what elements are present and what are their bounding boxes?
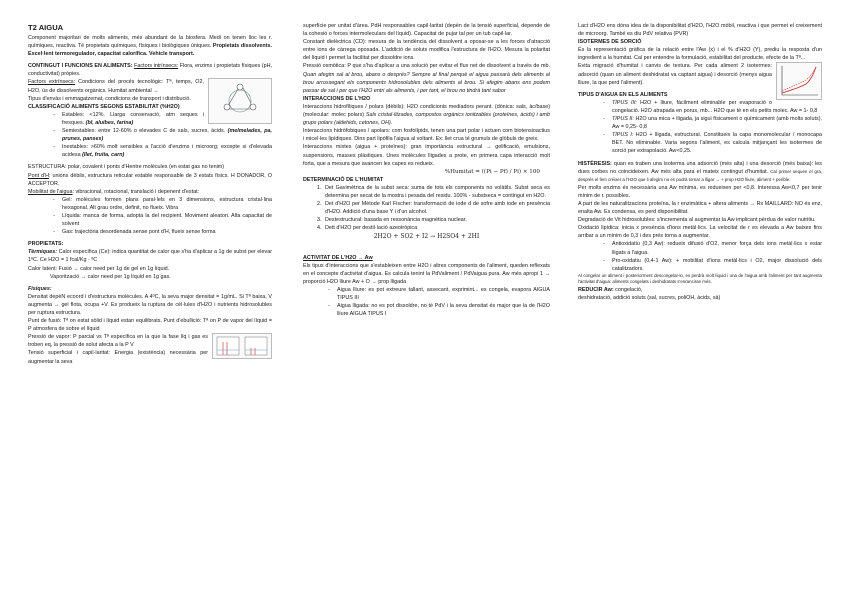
propietats-heading: PROPIETATS: xyxy=(28,241,64,248)
class-item-example: (melmelades, pa, prunes, panses) xyxy=(62,128,272,143)
interaccions-heading: INTERACCIONS DE L'H2O xyxy=(303,95,371,102)
determinacio-list xyxy=(303,184,550,233)
pont-h-text: : unions dèbils, estructura reticular estable responsable de 3 estats físics. H DONADOR, O ACCEPTOR. xyxy=(28,172,272,187)
oxidacio-list xyxy=(578,240,822,272)
list-item xyxy=(612,115,822,131)
histeresis-label: HISTÈRESIS: xyxy=(578,160,612,167)
column-1 xyxy=(28,22,272,594)
list-item xyxy=(612,99,822,115)
tensio-continuation: superfície per unitat d'àrea. PdH responsables capil·laritat (depèn de la tensió superficial, depende de la cohesió o forces intermoleculars del líquid). Capacitat de pujar tal per un tub capil·lar. xyxy=(303,23,550,38)
reducir-aw-methods: deshidratació, addició soluts (sal, sucres, poliOH, àcids, sà) xyxy=(578,294,721,301)
interaccions-mixtes-text: Interaccions mixtes (aigua + proteïnes): gran importància estructural → gelificació, emulsions, suspensions, masses plàstiques. Unes molècules lligades a prote, en primera capa interacció molt forta, que a mesura que avancen les capes es redueix. xyxy=(303,144,550,167)
maillard-text: A part de les naturalitzacions proteïna, la r enzimàtica + altera aliments → Rx MAILLARD: NO és enz, enalta Aw. Es condensa, es perd disponibilitat. xyxy=(578,200,822,216)
list-item xyxy=(62,127,272,143)
tipus-envas-text: Tipus d'envàs i emmagatzemat, condicions de transport i distribució. xyxy=(28,95,191,102)
intro-text-a: Component majoritari de molts aliments, més abundant de la biosfera. Medi on tenen lloc les r. químiques, reactiva. xyxy=(28,35,272,50)
factors-extrinsecs-text: Condicions del procés tecnològic: Tª, temps, O2, H2O, ús de dissolvents orgànics. Humitat ambiental → xyxy=(28,79,204,94)
pressio-osmotica-paragraph xyxy=(303,62,550,94)
molts-enzims-text: Per molts enzims és necessària una Aw mínima, es redueixen per <0,8. Interessa Aw<0,7 per tenir mínim de r. possibles. xyxy=(578,184,822,199)
list-item: - Gas: trajectòria desordenada sense pont d'H, flueix sense forma xyxy=(62,228,272,236)
vaporitzacio-text: Vaporització → calor need per 1g líquid en 1g gas. xyxy=(50,273,171,280)
factors-intrinsecs-label: Factors intrínsecs: xyxy=(134,63,179,70)
reducir-aw-label: REDUCIR Aw: xyxy=(578,286,614,293)
fisiques-text: Densitat depèN ecoord i d'estructura molècules. A 4ºC, la seva major densitat = 1g/mL. Si Tª baixa, V augmenta → gel flota, ocupa +V. Es produeix la ruptura de cèl·lules d'H2O i nutrients hidrosolubles per ruptura estructura. xyxy=(28,293,272,316)
list-item: - Antioxidatiu (0,3 Aw): redueix difusió d'O2, menor força dels ions metàl·lics x estar lligats a l'aigua. xyxy=(612,240,822,256)
isotermes-text: És la representació gràfica de la relació entre l'Aw (x) i el % d'H2O (Y), prediu la resposta d'un ingredient a la humitat. Cal per entendre la formulació, estabilitat del producte, efecte de la Tª... xyxy=(578,47,822,62)
sorption-isotherm-figure xyxy=(776,62,822,100)
intro-text-tf: Té xyxy=(77,43,85,50)
classificacio-heading: CLASSIFICACIÓ ALIMENTS SEGONS ESTABILITAT (%H2O) xyxy=(28,103,180,110)
continguts-heading: CONTINGUT I FUNCIONS EN ALIMENTS: xyxy=(28,63,133,70)
interaccions-apolars-text: Interaccions hidròfobiques / apolars: com fosfolípids, tenen una part polar i actuen com biotensioactius i micel·les lipídiques. Dins part lipòfila l'aigua al voltant. Ex: llet crua té grumuls de glòbuls de greix. xyxy=(303,128,550,143)
column-3 xyxy=(578,22,822,594)
termiques-text: Calor específica (Ce): indica quantitat de calor que s'ha d'aplicar a 1g de subst per elevar 1ºC. Ce H2O = 1 fcal/Kg · ºC xyxy=(28,249,272,264)
calor-latent-text: Calor latent: Fusió → calor need per 1g de gel en 1g líquid. xyxy=(28,265,170,272)
tensio-superficial-text: Tensió superficial i capil·laritat: Energia (existència) necessària per augmentar la seva xyxy=(28,350,208,365)
list-item: 4. Dett d'H2O per destil·lació azeotròpica xyxy=(323,224,550,232)
estructura-text: ESTRUCTURA: polar, covalent i ponts d'Hentre molècules (en estat gas no tenim) xyxy=(28,164,225,171)
column-2 xyxy=(303,22,550,594)
intro-text-b: propietats químiques, físiques i biològiques úniques. xyxy=(84,43,213,50)
spacer xyxy=(303,244,550,254)
list-item: - Aigua lliure: es pot extreure tallant, assecant, exprimint... es congela, evapora AIGUA TIPUS III xyxy=(337,286,550,302)
pressio-osmotica-note: Quan afegim sal al brou, abans o després? Sempre al final perquè el aigua passarà dels aliments al brou arrossegant els components hidrosolubles dels aliments al brou. Si afegim abans ens podem passar de sal i per que l'H2O entri als aliments, i per tant, el brou no tindrà tant sabor xyxy=(303,71,550,94)
activitat-heading: ACTIVITAT DE L'H2O → Aw xyxy=(303,254,373,261)
reducir-aw-paragraph xyxy=(578,286,822,294)
list-item: 2. Det d'H2O per Mètode Karl Fischer: transformació de iode d de sofre amb iode en presència d'H2O. Addició d'una base Y i d'un alcohol. xyxy=(323,200,550,216)
histeresis-paragraph xyxy=(578,160,822,184)
karl-fischer-equation: 2H2O + SO2 + I2 → H2SO4 + 2HI xyxy=(373,233,480,241)
pont-h-label: Pont d'H xyxy=(28,172,49,179)
mobilitat-label: Mobilitat de l'aigua xyxy=(28,188,73,195)
interaccions-polars-text: Interaccions hidrofíliques / polars (dèbils): H2O condicionis mediadors perant. (dònica: sals, àc/base) (molecular: molec polars) xyxy=(303,103,550,119)
determinacio-heading: DETERMINACIÓ DE L'HUMITAT xyxy=(303,176,384,183)
document-title: T2 AIGUA xyxy=(28,23,64,32)
histeresis-text: quan es traben una isoterma una adsorció (més alta) i una desorció (més baixa): les dues corbes no coincideixen. Aw més alta para el mateix contingut d'humitat. xyxy=(578,160,822,175)
mobilitat-list xyxy=(28,196,272,236)
constant-dielectrica-text: Constant dielèctrica (CD): mesura de la tendència del dissolvent a oposar-se a les forces d'atracció entre ions de càrrega oposada. L'addició de soluts modifica l'estructura de l'H2O. Mesura la polaritat del líquid i permet la facilitat per dissoldre ions. xyxy=(303,39,550,62)
histeresis-note: Cal primer sequen el gra, després el fem créixer a l'H2O que li afegim no es podrà tornar a lligar → + prop H2O lliure, aliment + perible. xyxy=(578,168,822,182)
tipus-text: H2O + lliure, fàcilment eliminable per evaporació o congelació. H2O atrapada en porus, mb... H2O que té en els petits molec. Aw = 1- 0,8 xyxy=(612,99,818,114)
class-item-text: Semiestables: entre 12-60% o elevades C de sals, sucres, àcids. xyxy=(62,128,228,135)
intro-text-bold: Propietats dissolvents. Excel·lent termoregulador, capacitat calorífica. Vehicle transport. xyxy=(28,43,272,58)
list-item xyxy=(62,143,272,159)
list-item: 1. Det Gavimètrica de la subst seca: suma de tots els components no volàtils. Subst seca es determina per secat de la mostra i pesada del residu. 100% - substseca = contingut en H2O. xyxy=(323,184,550,200)
tipus-aigua-list xyxy=(578,99,822,156)
punt-fusio-text: Punt de fusió: Tª on estat sòlid i líquid estan equilibrats. Punt d'ebullició: Tª on P de vapor del líquid = P atmosfera de sobre el líquid xyxy=(28,318,272,333)
mobilitat-paragraph xyxy=(28,188,272,196)
list-item: 3. Destestructural: basada en ressonància magnètica nuclear. xyxy=(323,216,550,224)
list-item xyxy=(612,131,822,155)
activitat-continuation: Lact d'H2O ens dóna idea de la disponibilitat d'H2O, l'H2O mòbil, reactiva i que permet el creixement de microorg. També es diu PdV relativa (PVR) xyxy=(578,23,822,38)
tipus-label: TIPUS II: xyxy=(612,116,634,123)
class-item-example: (bl, aluibes, farina) xyxy=(85,119,134,126)
factors-extrinsecs-label: Factors extrínsecs: xyxy=(28,79,76,86)
list-item: - Pro-oxidatiu (0,4-1 Aw): + mobilitat d'ions metàl·lics i O2, major dissolució dels catalitzadors. xyxy=(612,257,822,273)
list-item xyxy=(62,111,272,127)
continguts-paragraph xyxy=(28,62,272,78)
tipus-aigua-heading: TIPUS D'AIGUA EN ELS ALIMENTS xyxy=(578,91,668,98)
humitat-formula: %Humitat = ((Pi − Pf) / Pi) × 100 xyxy=(444,168,540,175)
pressio-osmotica-text: Pressió osmòtica: P que s'ha d'aplicar a una solució per evitar el flux net de dissolvent a través de mb. xyxy=(303,63,550,70)
activitat-list xyxy=(303,286,550,318)
list-item: - Líquida: manca de forma, adopta la del recipient. Moviment aleatori. Alta capacitat de solvent xyxy=(62,212,272,228)
tipus-text: H2O una mica + lligada, ja sigui físicament o químicament (amb molts soluts). Aw = 0,25- 0,8 xyxy=(612,116,822,131)
termiques-label: Tèrmiques: xyxy=(28,249,58,256)
termiques-paragraph xyxy=(28,248,272,264)
list-item: - Aigua lligada: no es pot dissoldre, no té PdV i la seva densitat és major que la de l'H2O lliure AIGUA TIPUS I xyxy=(337,302,550,318)
fisiques-label: Físiques: xyxy=(28,285,52,292)
pont-h-paragraph xyxy=(28,172,272,188)
capillarity-figure xyxy=(212,333,272,359)
activitat-text: Els tipus d'interaccions que s'estableixen entre H2O i altres components de l'aliment, queden reflexats en el concepte d'activitat d'aigua. Es calcula tenint la PdValiment / PdVaigua pura. Aw més apropi 1 → proporció H2O lliure Aw + O → prop lligada xyxy=(303,262,550,285)
degradacio-vitamines-text: Degradació de Vit hidrosolubles: s'incrementa al augmentar la Aw implicant pèrdua de valor nutritiu. xyxy=(578,217,816,224)
mobilitat-text: : vibracional, rotacional, translació i depenent d'estat: xyxy=(72,188,200,195)
interaccions-polars-examples: Sals cristal·litzades, compostos orgànics ionitzables (proteïnes, àcids) i amb grups polars (aldehids, cetones, OH). xyxy=(303,112,550,127)
tipus-label: TIPUS III: xyxy=(612,99,637,106)
congelar-note: Al congelar un aliment i posteriorment descongelar-lo, es perdrà molt líquid i una de l'aigua amb l'aliment per tant augmenta l'activitat d'aigua: aliments congelats i deshidratats s'enranciran més. xyxy=(578,272,822,285)
classificacio-list xyxy=(28,111,272,160)
class-item-text: Inestables: >60% molt sensibles a l'acció d'enzims i microorg; excepte si d'elevada acidesa xyxy=(62,144,272,159)
tipus-text: H2O + lligada, estructural. Constitueix la capa monomolecular / monocapa BET. No eliminable. Varia segons l'aliment, es calcula mitjançant les isotermes de sorció per extrapolació. Aw<0,25. xyxy=(612,132,822,155)
isotermes-heading: ISOTERMES DE SORCIÓ xyxy=(578,39,642,46)
interaccions-polars-paragraph xyxy=(303,103,550,127)
oxidacio-lipidica-text: Oxidació lipídica: inicia x presència d'ions metàl·lics. La velocitat de r es elevada a Aw baixes fins arribar a un mínim de 0,3 i des prés torna a augmentar. xyxy=(578,225,822,240)
pressio-vapor-text: Pressió de vapor: P parcial vs Tª específica en la que la fase líq i gas es troben eq, la pressió de solut afecta a la P V xyxy=(28,334,208,349)
list-item: - Gel: molècules formen plans paral·lels en 3 dimensions, estructura cristal·lina hexagonal. Alt grau ordre, definit, no flueix. Vibra xyxy=(62,196,272,212)
class-item-text: Estables: <12%. Llarga conservació, atm seques i fresques. xyxy=(62,111,204,126)
tipus-label: TIPUS I: xyxy=(612,132,634,139)
evita-migracio-text: Evita migració d'humitat i canvis de textura. Per cada aliment 2 isotermes: adsorció (quan un aliment deshidratat va captant aigua) i desorció (menys aigua lliure, la que perd l'aliment). xyxy=(578,63,772,86)
factors-intrinsecs-text: Flora, enzims i propietats físiques (pH, conductivitat) pròpies. xyxy=(28,63,272,78)
class-item-example: (llet, fruita, carn) xyxy=(82,152,125,159)
intro-paragraph xyxy=(28,34,272,58)
reducir-aw-text: congelació, xyxy=(613,286,643,293)
